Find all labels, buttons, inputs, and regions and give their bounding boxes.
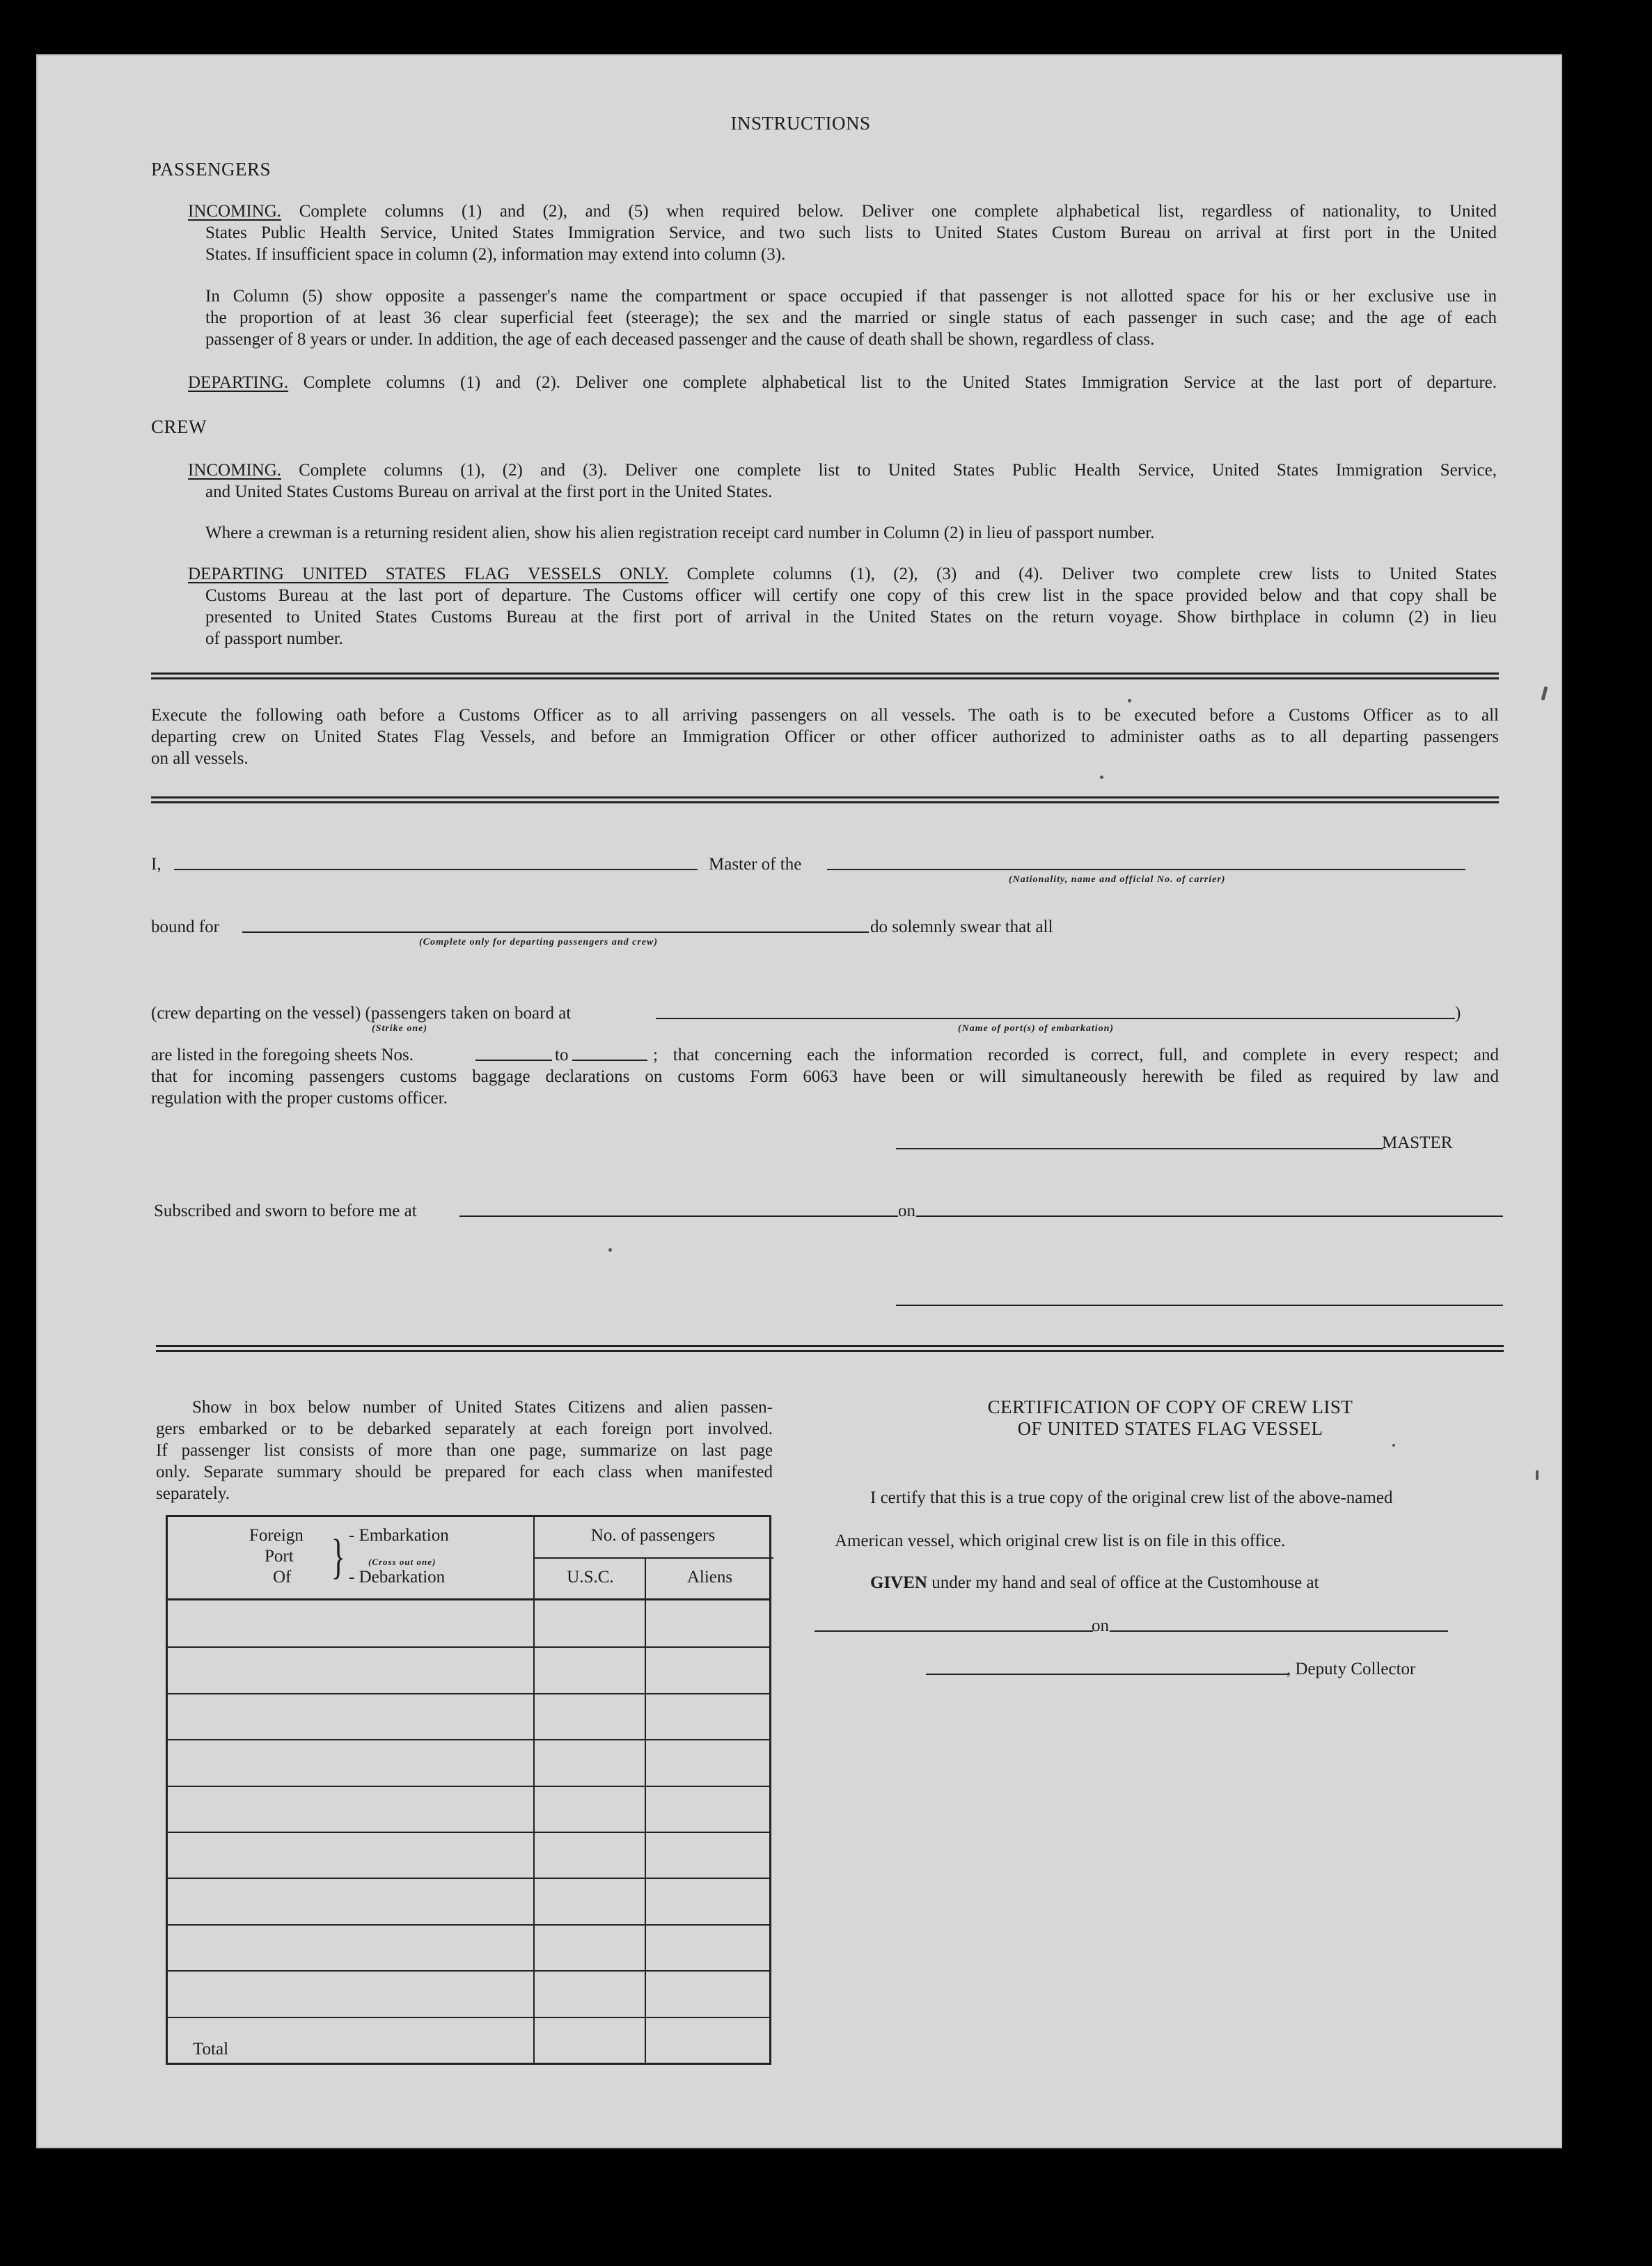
passengers-subheader-line (535, 1557, 773, 1559)
table-row (168, 2017, 769, 2018)
bound-for-field[interactable] (242, 931, 869, 933)
table-row (168, 1970, 769, 1972)
crew-departing-block (188, 563, 1497, 585)
listed-prefix: are listed in the foregoing sheets Nos. (151, 1046, 414, 1064)
strike-text: (crew departing on the vessel) (passengers taken on board at (151, 1004, 572, 1023)
carrier-field[interactable] (827, 869, 1465, 870)
table-row (168, 1693, 769, 1694)
passengers-departing-block (188, 372, 1497, 393)
master-label: MASTER (1382, 1133, 1453, 1152)
table-row (168, 1924, 769, 1926)
crew-departing-cont (205, 585, 1497, 650)
oath-i-label: I, (151, 855, 162, 874)
summary-intro-line-4: only. Separate summary should be prepared for each class when manifested (156, 1463, 773, 1481)
passengers-incoming-cont (205, 222, 1497, 265)
summary-intro-line-2: gers embarked or to be debarked separately at each foreign port involved. (156, 1419, 773, 1438)
officer-signature-field[interactable] (896, 1305, 1503, 1306)
certification-given-text: under my hand and seal of office at the Customhouse at (927, 1573, 1319, 1592)
certification-text-1: I certify that this is a true copy of the original crew list of the above-named (870, 1488, 1393, 1507)
crew-incoming-block (188, 459, 1497, 481)
carrier-caption: (Nationality, name and official No. of carrier) (1009, 874, 1226, 885)
crew-departing-line-1: Complete columns (1), (2), (3) and (4). Deliver two complete crew lists to United States (686, 565, 1497, 583)
passengers-departing-label: DEPARTING. (188, 373, 289, 392)
total-label: Total (193, 2040, 229, 2059)
crew-departing-line-4: of passport number. (205, 629, 343, 648)
certification-title (847, 1396, 1494, 1440)
passengers-incoming-line-2: States Public Health Service, United States Immigration Service, and two such lists to United States Custom Bureau on arrival at first port in the United (205, 223, 1497, 242)
speck (608, 1248, 612, 1252)
sheet-to-field[interactable] (572, 1060, 647, 1061)
section-divider-3 (156, 1345, 1504, 1352)
crew-departing-line-2: Customs Bureau at the last port of departure. The Customs officer will certify one copy of this crew list in the space provided below and that copy shall be (205, 586, 1497, 605)
table-row (168, 1832, 769, 1833)
table-row (168, 1739, 769, 1740)
section-divider-2 (151, 796, 1499, 803)
table-row (168, 1646, 769, 1648)
aliens-label: Aliens (686, 1568, 733, 1587)
crew-resident-alien-text: Where a crewman is a returning resident alien, show his alien registration receipt card number in Column (2) in lieu of passport number. (205, 524, 1155, 542)
document-page (36, 54, 1562, 2148)
certification-given (870, 1572, 1319, 1594)
crew-incoming-line-2: and United States Customs Bureau on arrival at the first port in the United States. (205, 482, 773, 501)
master-signature-field[interactable] (896, 1148, 1383, 1149)
certification-text-2: American vessel, which original crew list is on file in this office. (835, 1532, 1286, 1550)
speck (1100, 776, 1103, 779)
oath-instructions-line-1: Execute the following oath before a Customs Officer as to all arriving passengers on all vessels. The oath is to be executed before a Customs Officer as to all (151, 706, 1499, 725)
passengers-incoming-line-1: Complete columns (1) and (2), and (5) when required below. Deliver one complete alphabetical list, regardless of nationality, to United (299, 202, 1497, 221)
passengers-departing-text: Complete columns (1) and (2). Deliver one complete alphabetical list to the United States Immigration Service at the last port of departure. (303, 373, 1497, 392)
crew-incoming-label: INCOMING. (188, 461, 282, 480)
bound-for-label: bound for (151, 918, 219, 936)
foreign-label: Foreign (249, 1526, 304, 1545)
given-word: GIVEN (870, 1573, 927, 1592)
certification-title-line-2: OF UNITED STATES FLAG VESSEL (1017, 1418, 1323, 1439)
certification-on-label: on (1092, 1616, 1109, 1635)
listed-suffix: ; that concerning each the information recorded is correct, full, and complete in every respect; and (653, 1046, 1499, 1064)
summary-intro (156, 1396, 773, 1504)
column5-line-2: the proportion of at least 36 clear superficial feet (steerage); the sex and the married or single status of each passenger in such case; and the age of each (205, 308, 1497, 327)
master-of-the-label: Master of the (709, 855, 802, 874)
listed-line-3: regulation with the proper customs officer. (151, 1089, 448, 1108)
no-of-passengers-label: No. of passengers (590, 1526, 716, 1545)
sheet-from-field[interactable] (475, 1060, 552, 1061)
debarkation-label: - Debarkation (349, 1568, 446, 1587)
passengers-column5-block (205, 285, 1497, 350)
col-divider-1 (533, 1517, 535, 2063)
crew-incoming-line-1: Complete columns (1), (2) and (3). Deliver one complete list to United States Public Health Service, United States Immigration Service, (299, 461, 1497, 480)
brace-icon: } (331, 1530, 345, 1584)
speck (1128, 699, 1131, 702)
deputy-collector-label: , Deputy Collector (1287, 1660, 1416, 1678)
bound-for-caption: (Complete only for departing passengers and crew) (419, 937, 658, 947)
summary-intro-line-3: If passenger list consists of more than one page, summarize on last page (156, 1441, 773, 1460)
listed-cont (151, 1066, 1499, 1109)
subscribed-on-label: on (898, 1202, 915, 1220)
listed-line-2: that for incoming passengers customs baggage declarations on customs Form 6063 have been or will simultaneously herewith be filed as required by law and (151, 1067, 1499, 1086)
edge-mark (1536, 1470, 1539, 1480)
port-caption: (Name of port(s) of embarkation) (958, 1023, 1115, 1034)
embarkation-label: - Embarkation (349, 1526, 449, 1545)
close-paren: ) (1455, 1004, 1461, 1023)
listed-to: to (555, 1046, 569, 1064)
certification-date-field[interactable] (1110, 1630, 1448, 1632)
port-label: Port (265, 1547, 294, 1566)
passengers-incoming-line-3: States. If insufficient space in column (2), information may extend into column (3). (205, 245, 786, 264)
master-name-field[interactable] (174, 869, 698, 870)
subscribed-place-field[interactable] (459, 1215, 898, 1217)
strike-caption: (Strike one) (372, 1023, 428, 1034)
summary-intro-line-1: Show in box below number of United States Citizens and alien passen- (192, 1398, 773, 1417)
crew-heading: CREW (151, 416, 207, 437)
customhouse-field[interactable] (815, 1630, 1093, 1632)
page-title: INSTRUCTIONS (730, 113, 871, 134)
certification-title-line-1: CERTIFICATION OF COPY OF CREW LIST (987, 1396, 1353, 1417)
table-row (168, 1786, 769, 1787)
col-divider-2 (645, 1557, 646, 2063)
passengers-incoming-label: INCOMING. (188, 202, 282, 221)
passenger-summary-table (166, 1515, 771, 2065)
oath-instructions-line-2: departing crew on United States Flag Vessels, and before an Immigration Officer or other officer authorized to administer oaths as to all departing passengers (151, 727, 1499, 746)
passengers-incoming-block (188, 200, 1497, 222)
oath-instructions (151, 705, 1499, 769)
section-divider-1 (151, 672, 1499, 679)
oath-instructions-line-3: on all vessels. (151, 749, 249, 768)
column5-line-1: In Column (5) show opposite a passenger's name the compartment or space occupied if that passenger is not allotted space for his or her exclusive use in (205, 287, 1497, 306)
column5-line-3: passenger of 8 years or under. In addition, the age of each deceased passenger and the cause of death shall be shown, regardless of class. (205, 330, 1155, 349)
passengers-heading: PASSENGERS (151, 159, 272, 180)
speck (1392, 1444, 1395, 1447)
subscribed-date-field[interactable] (916, 1215, 1503, 1217)
port-of-embarkation-field[interactable] (656, 1018, 1455, 1019)
cross-out-caption: (Cross out one) (368, 1557, 436, 1567)
usc-label: U.S.C. (567, 1568, 614, 1587)
summary-table-header (168, 1517, 769, 1600)
table-row (168, 1878, 769, 1879)
crew-departing-label: DEPARTING UNITED STATES FLAG VESSELS ONLY. (188, 565, 669, 583)
deputy-signature-field[interactable] (926, 1674, 1288, 1675)
summary-intro-line-5: separately. (156, 1484, 230, 1503)
crew-departing-line-3: presented to United States Customs Bureau at the first port of arrival in the United States on the return voyage. Show birthplace in column (2) in lieu (205, 608, 1497, 627)
of-label: Of (273, 1568, 292, 1587)
swear-text: do solemnly swear that all (870, 918, 1053, 936)
subscribed-label: Subscribed and sworn to before me at (154, 1202, 417, 1220)
